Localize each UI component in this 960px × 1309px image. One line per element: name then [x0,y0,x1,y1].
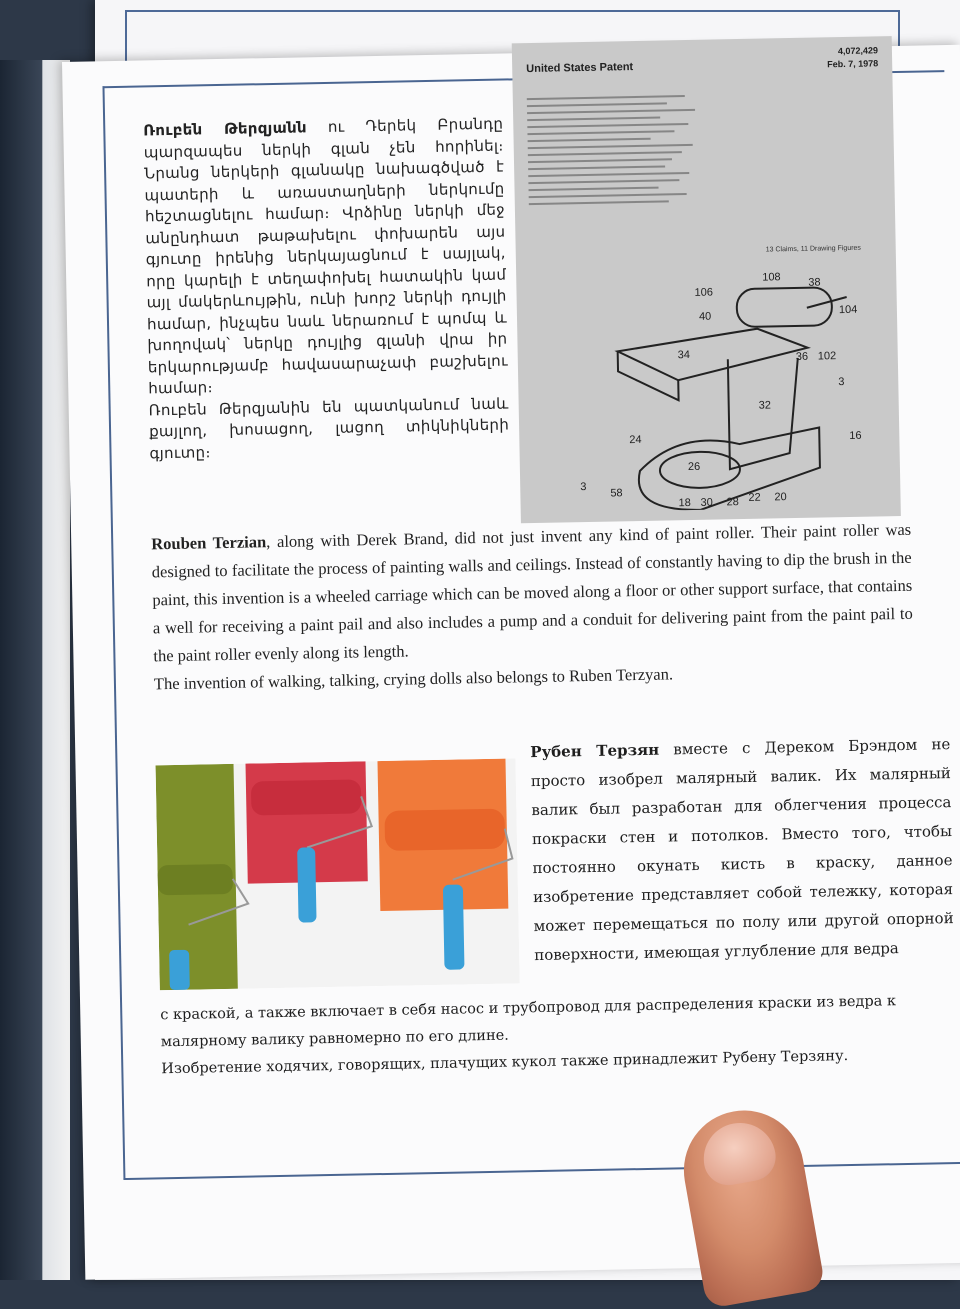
patent-number: 4,072,429 [837,45,879,57]
armenian-paragraph-1 [143,114,508,400]
fig-label: 102 [817,350,837,363]
patent-drawing [576,266,881,512]
russian-name: Рубен Терзян [530,740,660,762]
fig-label: 28 [726,496,739,509]
fig-label: 30 [700,496,713,509]
fig-label: 20 [774,491,787,504]
english-paragraph-2: The invention of walking, talking, crying dolls also belongs to Ruben Terzyan. [153,664,674,694]
paint-rollers-graphic [156,758,520,990]
armenian-p1-text: ու Դերեկ Բրանդը պարզապես ներկի գլան չեն հորինել։ Նրանց ներկերի գլանակը նախագծված է պատերի և առաստաղների ներկումը հեշտացնելու համար։ Վրձինը ներկի մեջ անընդհատ թաթախելու փոխարեն այս գյուտը իրենից ներկայացնում է սայլակ, որը կարելի է տեղափոխել հատակին կամ այլ մակերևույթին, ունի խորշ ներկի դույլի համար, ինչպես նաև ներառում է պոմպ և խողովակ՝ ներկը դույլից գլանի վրա իր երկարությամբ հավասարաչափ բաշխելու համար։ [143,114,508,398]
red-roller-handle [297,847,316,922]
fig-label: 108 [762,271,781,284]
english-paragraph-1 [151,516,914,671]
fig-label: 16 [849,429,862,442]
fig-label: 3 [838,376,845,389]
fig-label: 38 [808,276,821,289]
thumbnail [698,1117,779,1189]
fig-label: 22 [748,491,761,504]
russian-p1a-text: вместе с Дереком Брэндом не просто изобрел малярный валик. Их малярный валик был разработан для облегчения процесса покраски стен и потолков. Вместо того, чтобы постоянно окунать кисть в краску, данное изобретение представляет собой тележку, которая может перемещаться по полу или другой опорной поверхности, имеющая углубление для ведра [530,735,954,965]
orange-roller [384,809,505,851]
russian-paragraph-1-end: с краской, а также включает в себя насос и трубопровод для распределения краски из ведра к малярному валику равномерно по его длине. [160,993,897,1051]
russian-text-full [160,987,960,1083]
english-text [151,516,914,699]
paint-rollers-photo [156,758,520,990]
patent-number-block [827,44,879,71]
document-page [62,45,960,1280]
russian-paragraph-2: Изобретение ходячих, говорящих, плачущих кукол также принадлежит Рубену Терзяну. [161,1048,849,1078]
green-roller [157,864,233,895]
armenian-name: Ռուբեն Թերզյանն [143,118,308,140]
patent-image [512,36,901,523]
armenian-text [143,114,510,465]
fig-label: 36 [795,350,809,363]
fig-label: 104 [838,303,858,317]
russian-text-column [530,730,954,970]
fig-label: 34 [677,348,691,362]
fig-label: 26 [687,460,701,474]
background-left [0,60,70,1280]
fig-label: 40 [698,310,712,323]
fig-label: 18 [678,497,691,510]
english-p1-text: , along with Derek Brand, did not just invent any kind of paint roller. Their paint roller was designed to facilitate the process of painting walls and ceilings. Instead of constantly having to dip the brush in the paint, this invention is a wheeled carriage which can be moved along a floor or other support surface, that contains a well for receiving a paint pail and also includes a pump and a conduit for delivering paint from the paint pail to the paint roller evenly along its length. [151,519,913,666]
english-name: Rouben Terzian [151,532,267,554]
armenian-paragraph-2: Ռուբեն Թերզյանին են պատկանում նաև քայլող, խոսացող, լացող տիկնիկների գյուտը։ [148,393,510,462]
orange-roller-handle [443,884,465,969]
patent-date: Feb. 7, 1978 [827,58,879,70]
fig-label: 3 [580,481,587,494]
green-roller-handle [169,950,190,990]
red-roller [251,779,362,815]
patent-claims-note: 13 Claims, 11 Drawing Figures [765,244,861,254]
fig-label: 32 [758,399,772,412]
fig-label: 58 [610,487,623,500]
fig-label: 106 [694,286,714,299]
drawing-top [617,328,808,382]
fig-label: 24 [629,433,642,447]
drawing-column [728,358,800,469]
drawing-roller [736,287,832,327]
patent-header: United States Patent [526,61,634,76]
